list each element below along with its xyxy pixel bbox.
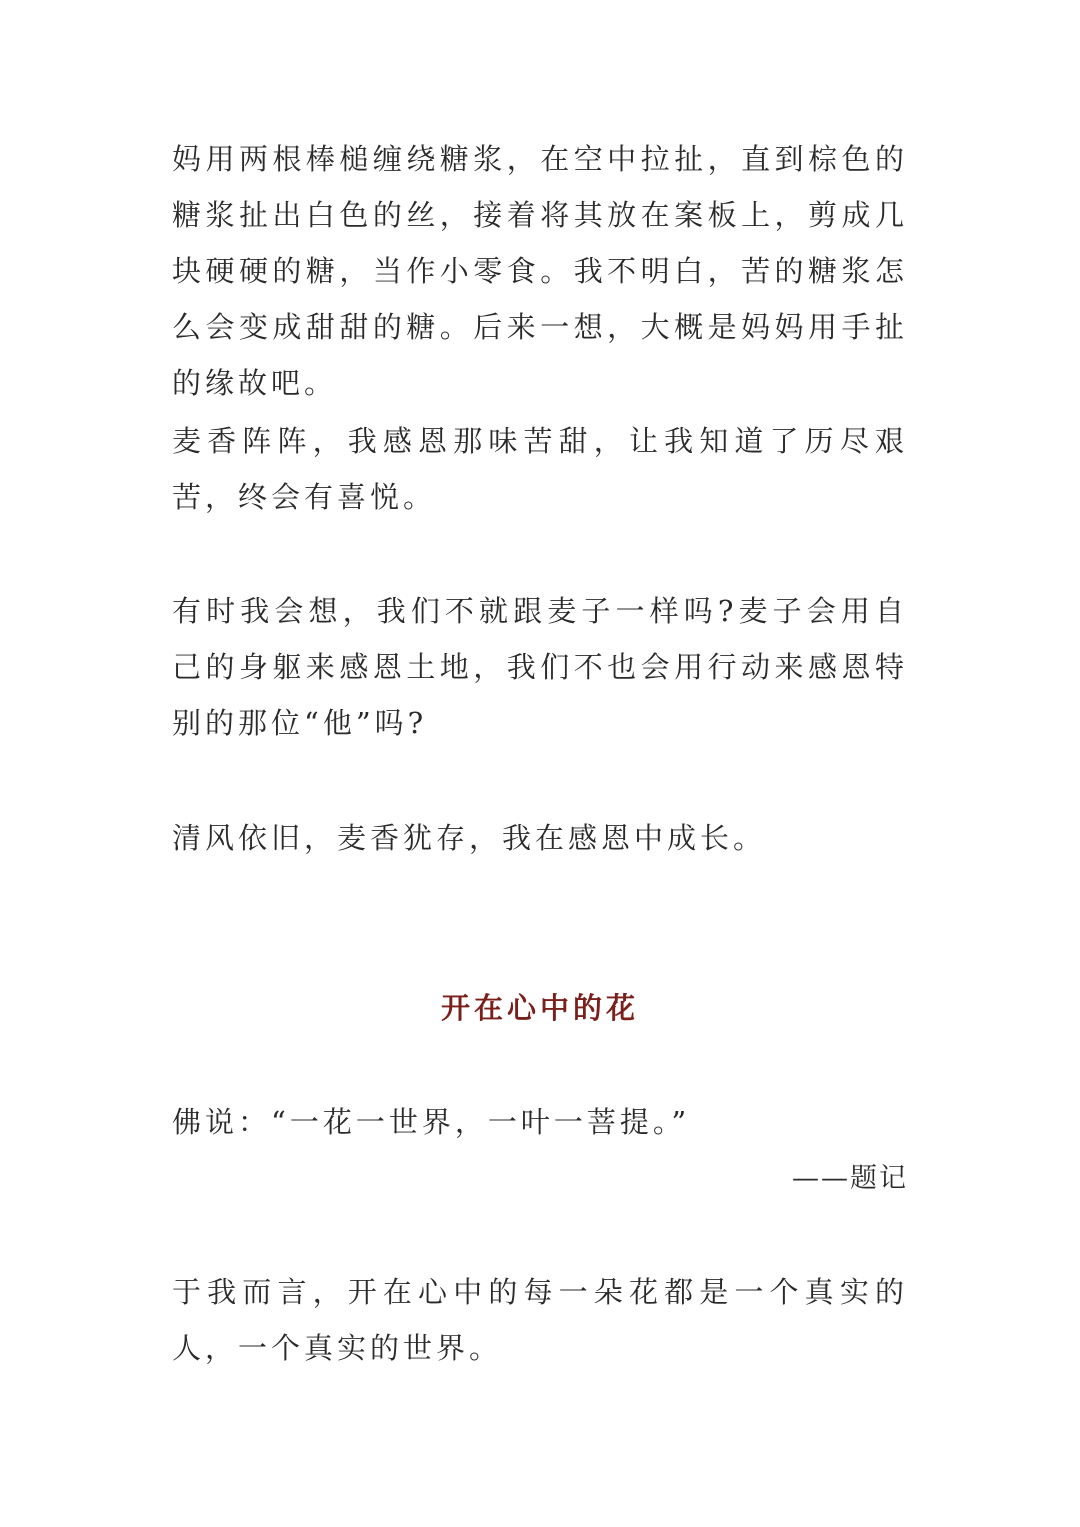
- epigraph-quote: 佛说：“一花一世界，一叶一菩提。”: [172, 1105, 691, 1139]
- paragraph-wheat-fragrance: 麦香阵阵，我感恩那味苦甜，让我知道了历尽艰苦，终会有喜悦。: [172, 424, 908, 514]
- paragraph-growing-in-gratitude: 清风依旧，麦香犹存，我在感恩中成长。: [172, 821, 767, 855]
- epigraph-attribution: ——题记: [792, 1163, 908, 1194]
- paragraph-like-wheat: 有时我会想，我们不就跟麦子一样吗?麦子会用自己的身躯来感恩土地，我们不也会用行动来感恩特别的那位“他”吗?: [172, 594, 908, 740]
- paragraph-flower-in-heart: 于我而言，开在心中的每一朵花都是一个真实的人，一个真实的世界。: [172, 1275, 908, 1365]
- section-title: 开在心中的花: [440, 991, 639, 1025]
- paragraph-sugar-syrup: 妈用两根棒槌缠绕糖浆，在空中拉扯，直到棕色的糖浆扯出白色的丝，接着将其放在案板上，剪成几块硬硬的糖，当作小零食。我不明白，苦的糖浆怎么会变成甜甜的糖。后来一想，大概是妈妈用手扯的缘故吧。: [172, 142, 908, 400]
